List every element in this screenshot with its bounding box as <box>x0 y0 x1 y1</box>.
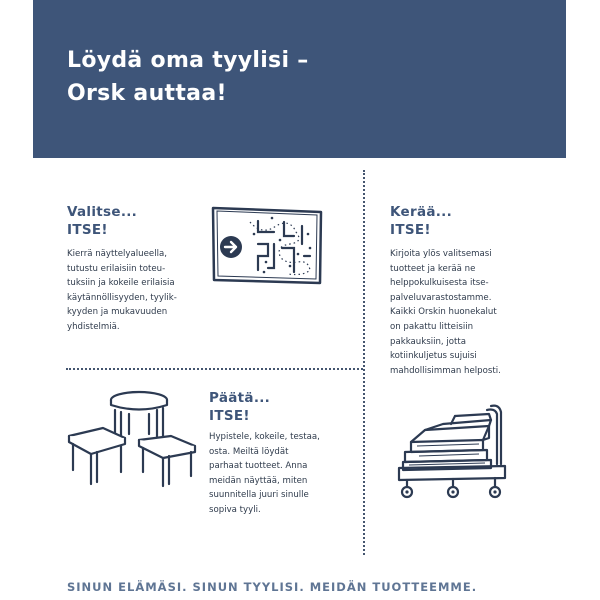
footer-tagline: SINUN ELÄMÄSI. SINUN TYYLISI. MEIDÄN TUOTTEEMME. <box>67 580 478 594</box>
text-line: on pakattu litteisiin <box>390 321 474 332</box>
section-collect-title: Kerää... <box>390 204 453 220</box>
vertical-divider <box>363 170 365 555</box>
section-decide-subtitle: ITSE! <box>209 408 250 424</box>
text-line: tuksiin ja kokeile erilaisia <box>67 278 175 289</box>
text-line: tutustu erilaisiin toteu- <box>67 263 166 274</box>
text-line: pakkauksiin, jotta <box>390 336 467 347</box>
text-line: palveluvarastostamme. <box>390 292 492 303</box>
text-line: tuotteet ja kerää ne <box>390 263 476 274</box>
text-line: Kirjoita ylös valitsemasi <box>390 249 492 259</box>
section-choose-heading <box>67 203 137 239</box>
text-line: mahdollisimman helposti. <box>390 365 501 376</box>
text-line: kotiinkuljetus sujuisi <box>390 351 477 362</box>
page <box>33 0 566 600</box>
text-line: osta. Meiltä löydät <box>209 446 289 457</box>
cart-icon <box>395 402 523 502</box>
store-map-icon <box>210 204 324 286</box>
hero-banner <box>33 0 566 158</box>
section-choose-text <box>67 247 227 335</box>
tables-icon <box>67 388 197 488</box>
section-decide-text <box>209 430 359 518</box>
text-line: kyyden ja mukavuuden <box>67 307 168 318</box>
text-line: Hypistele, kokeile, testaa, <box>209 432 320 442</box>
text-line: parhaat tuotteet. Anna <box>209 461 308 472</box>
page-title <box>67 44 487 110</box>
section-choose-title: Valitse... <box>67 204 138 220</box>
title-line-2: Orsk auttaa! <box>67 81 227 106</box>
section-collect-text <box>390 247 560 378</box>
text-line: Kaikki Orskin huonekalut <box>390 307 497 318</box>
text-line: helppokulkuisesta itse- <box>390 278 489 289</box>
title-line-1: Löydä oma tyylisi – <box>67 48 309 73</box>
text-line: Kierrä näyttelyalueella, <box>67 249 167 259</box>
section-decide-title: Päätä... <box>209 390 271 406</box>
section-choose-subtitle: ITSE! <box>67 222 108 238</box>
text-line: suunnitella juuri sinulle <box>209 490 309 501</box>
text-line: yhdistelmiä. <box>67 321 120 332</box>
text-line: sopiva tyyli. <box>209 504 261 515</box>
section-decide-heading <box>209 389 270 425</box>
horizontal-divider <box>66 368 363 370</box>
text-line: käytännöllisyyden, tyylik- <box>67 292 177 303</box>
text-line: meidän näyttää, miten <box>209 475 308 486</box>
section-collect-subtitle: ITSE! <box>390 222 431 238</box>
section-collect-heading <box>390 203 452 239</box>
